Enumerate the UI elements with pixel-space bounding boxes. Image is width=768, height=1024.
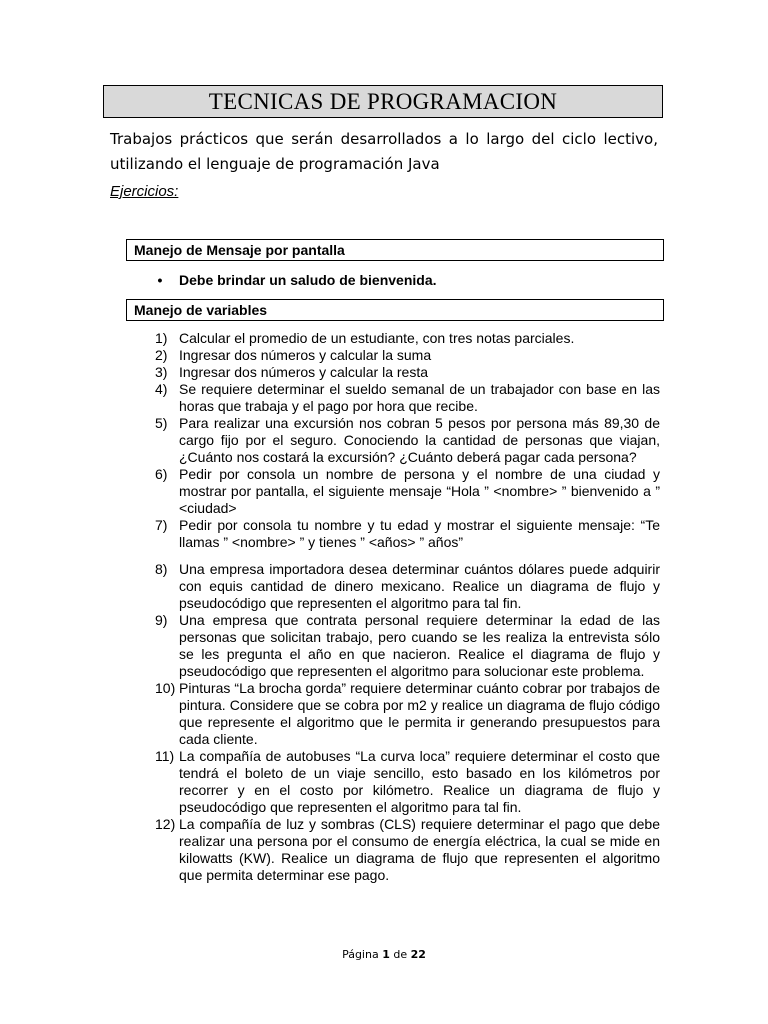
item-text: Pedir por consola un nombre de persona y el nombre de una ciudad y mostrar por pantalla, el siguiente mensaje “Hola ” <nombre> ” bienvenido a ” <ciudad> [179,466,660,516]
item-number: 9) [155,612,168,628]
item-number: 5) [155,415,168,431]
item-number: 11) [155,748,175,764]
title-box [103,85,663,118]
list-item [134,415,660,466]
footer-current-page: 1 [382,948,390,961]
item-number: 6) [155,466,168,482]
list-item [134,466,660,517]
list-item [134,381,660,415]
item-text: Para realizar una excursión nos cobran 5 pesos por persona más 89,30 de cargo fijo por el seguro. Conociendo la cantidad de personas que viajan, ¿Cuánto nos costará la excursión? ¿Cuánto deberá pagar cada persona? [179,415,660,465]
page-footer [0,948,768,961]
spacer [134,551,660,561]
bullet-text: Debe brindar un saludo de bienvenida. [179,272,437,288]
intro-line-2: utilizando el lenguaje de programación Java [110,155,440,173]
list-item [134,364,660,381]
item-number: 2) [155,347,168,363]
list-item [134,612,660,680]
item-text: La compañía de luz y sombras (CLS) requiere determinar el pago que debe realizar una persona por el consumo de energía eléctrica, la cual se mide en kilowatts (KW). Realice un diagrama de flujo que representen el algoritmo que permita determinar ese pago. [179,816,660,883]
item-text: Una empresa que contrata personal requiere determinar la edad de las personas que solicitan trabajo, pero cuando se les realiza la entrevista sólo se les pregunta el año en que nacieron. Realice el diagrama de flujo y pseudocódigo que representen el algoritmo para solucionar este problema. [179,612,660,679]
item-text: Una empresa importadora desea determinar cuántos dólares puede adquirir con equis cantidad de dinero mexicano. Realice un diagrama de flujo y pseudocódigo que representen el algoritmo para tal fin. [179,561,660,611]
list-item [134,347,660,364]
item-text: Pedir por consola tu nombre y tu edad y mostrar el siguiente mensaje: “Te llamas ” <nombre> ” y tienes ” <años> ” años” [179,517,660,550]
list-item [134,561,660,612]
item-number: 1) [155,330,168,346]
item-number: 8) [155,561,168,577]
footer-de-label: de [393,948,408,961]
section-heading-mensaje: Manejo de Mensaje por pantalla [126,239,664,261]
item-number: 10) [155,680,176,696]
item-text: Ingresar dos números y calcular la suma [179,347,432,363]
item-number: 4) [155,381,168,397]
list-item [134,680,660,748]
exercise-list [134,330,660,884]
bullet-icon: • [157,272,163,288]
section-heading-variables: Manejo de variables [126,299,664,321]
item-text: Se requiere determinar el sueldo semanal de un trabajador con base en las horas que trabaja y el pago por hora que recibe. [179,381,660,414]
item-text: Calcular el promedio de un estudiante, con tres notas parciales. [179,330,575,346]
list-item [134,816,660,884]
page-title: TECNICAS DE PROGRAMACION [208,88,558,114]
item-number: 7) [155,517,168,533]
intro-paragraph [110,127,658,177]
item-text: Pinturas “La brocha gorda” requiere determinar cuánto cobrar por trabajos de pintura. Considere que se cobra por m2 y realice un diagrama de flujo código que represente el algoritmo que le permita ir generando presupuestos para cada cliente. [179,680,660,747]
item-text: Ingresar dos números y calcular la resta [179,364,428,380]
footer-pagina-label: Página [342,948,379,961]
list-item [134,330,660,347]
list-item [134,517,660,551]
item-number: 3) [155,364,168,380]
intro-line-1: Trabajos prácticos que serán desarrollados a lo largo del ciclo lectivo, [110,130,658,148]
footer-total-pages: 22 [410,948,426,961]
ejercicios-label: Ejercicios: [110,183,179,200]
list-item [134,748,660,816]
item-number: 12) [155,816,176,832]
bullet-item [155,271,437,289]
item-text: La compañía de autobuses “La curva loca” requiere determinar el costo que tendrá el boleto de un viaje sencillo, esto basado en los kilómetros por recorrer y en el costo por kilómetro. Realice un diagrama de flujo y pseudocódigo que representen el algoritmo para tal fin. [179,748,660,815]
